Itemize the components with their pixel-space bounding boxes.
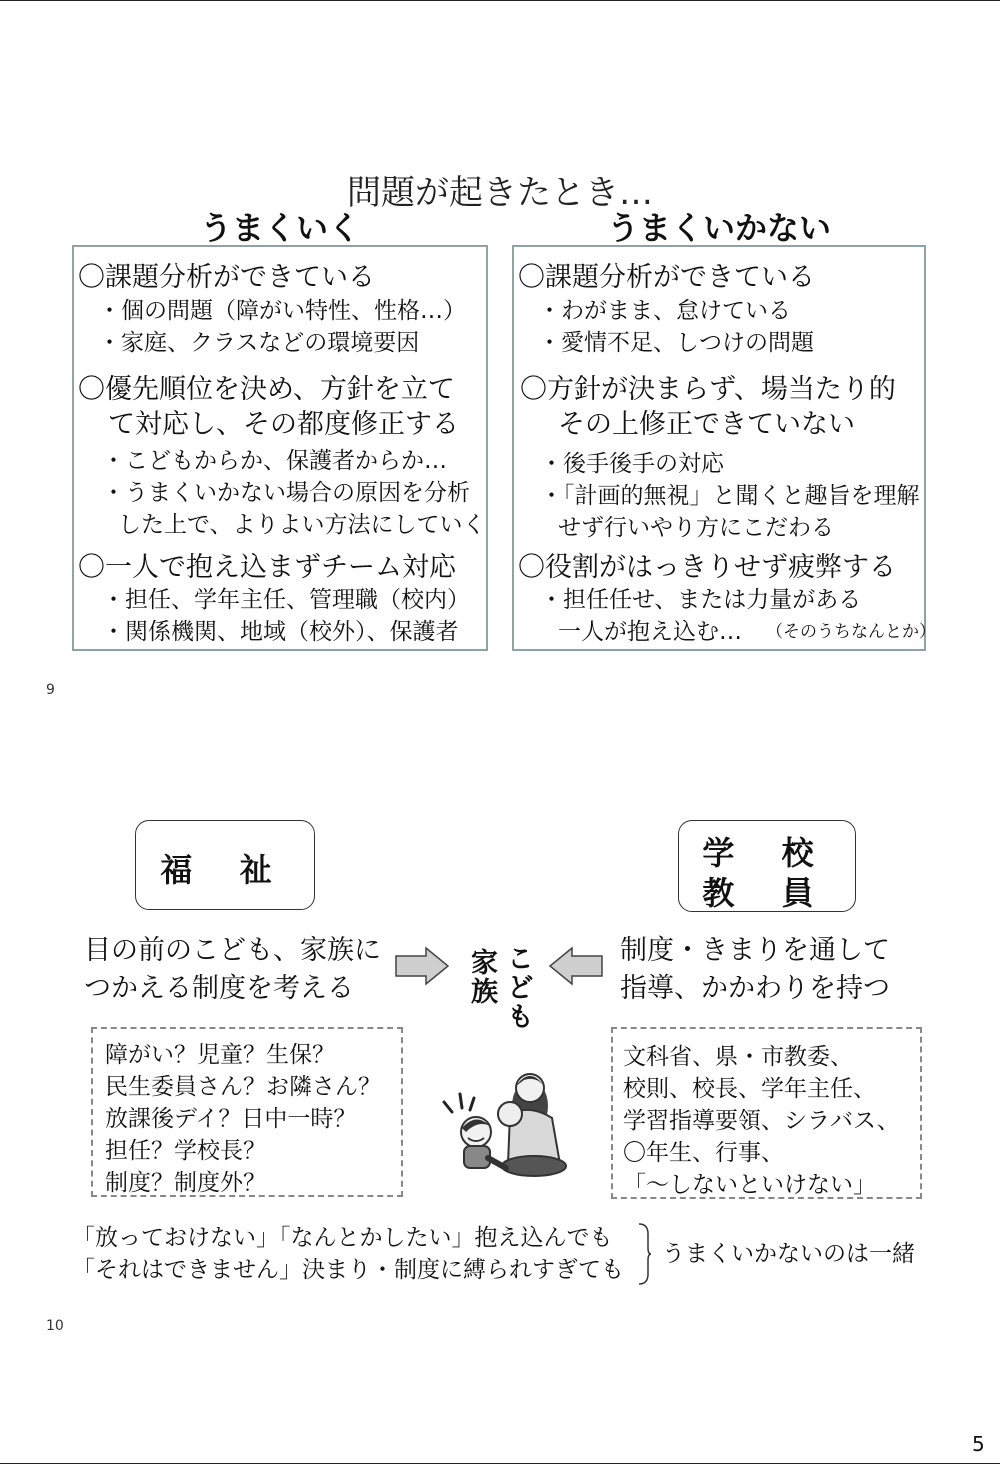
box-line: した上で、よりよい方法にしていく xyxy=(118,512,486,538)
box-line: ・担任任せ、または力量がある xyxy=(540,587,862,613)
box-line: ・愛情不足、しつけの問題 xyxy=(538,330,814,356)
box-line: ・担任、学年主任、管理職（校内） xyxy=(102,587,470,613)
rule-item: 〇年生、行事、 xyxy=(623,1140,784,1166)
question-item: 担任？学校長？ xyxy=(105,1138,266,1164)
box-line: て対応し、その都度修正する xyxy=(108,409,459,440)
box-line: ・後手後手の対応 xyxy=(540,451,724,477)
curly-brace-icon xyxy=(636,1222,652,1286)
school-desc-2: 指導、かかわりを持つ xyxy=(620,973,890,1004)
welfare-desc-2: つかえる制度を考える xyxy=(84,973,354,1004)
box-line: 〇課題分析ができている xyxy=(518,262,815,293)
box-note: （そのうちなんとか） xyxy=(766,622,936,642)
top-rule xyxy=(0,0,1000,1)
success-box xyxy=(72,245,488,651)
right-arrow-icon xyxy=(394,946,450,986)
rule-item: 学習指導要領、シラバス、 xyxy=(623,1108,900,1134)
rule-item: 文科省、県・市教委、 xyxy=(623,1044,853,1070)
right-heading: うまくいかない xyxy=(606,209,831,247)
left-heading: うまくいく xyxy=(199,209,360,247)
question-item: 民生委員さん？お隣さん？ xyxy=(105,1074,381,1100)
page-number-10: 10 xyxy=(46,1318,64,1334)
conclusion: うまくいかないのは一緒 xyxy=(662,1241,915,1267)
box-line: ・個の問題（障がい特性、性格…） xyxy=(98,298,466,324)
box-line: ・こどもからか、保護者からか… xyxy=(102,448,447,474)
bottom-line-1: 「放っておけない」「なんとかしたい」抱え込んでも xyxy=(72,1225,613,1251)
failure-box xyxy=(512,245,936,651)
box-line: ・家庭、クラスなどの環境要因 xyxy=(98,330,420,356)
footer-page-number: 5 xyxy=(972,1432,985,1456)
box-line: 〇方針が決まらず、場当たり的 xyxy=(520,374,896,405)
parent-child-illustration xyxy=(430,1046,570,1186)
bottom-rule xyxy=(0,1463,1000,1464)
box-line: ・「計画的無視」と聞くと趣旨を理解 xyxy=(540,483,920,509)
school-rules-box xyxy=(611,1027,922,1199)
rule-item: 「～しないといけない」 xyxy=(623,1172,876,1198)
box-line: 〇課題分析ができている xyxy=(78,262,375,293)
child-label: こども xyxy=(502,944,533,1031)
question-item: 制度？制度外？ xyxy=(105,1170,266,1196)
school-desc-1: 制度・きまりを通して xyxy=(620,935,890,966)
box-line: 一人が抱え込む… xyxy=(558,619,742,645)
box-line: ・関係機関、地域（校外）、保護者 xyxy=(102,619,459,645)
bottom-line-2: 「それはできません」決まり・制度に縛られすぎても xyxy=(72,1257,624,1283)
question-item: 障がい？児童？生保？ xyxy=(105,1042,335,1068)
box-line: ・わがまま、怠けている xyxy=(538,298,791,324)
school-label: 学 校 xyxy=(702,834,832,872)
box-line: せず行いやり方にこだわる xyxy=(558,515,834,541)
welfare-label: 福 祉 xyxy=(160,851,290,889)
welfare-desc-1: 目の前のこども、家族に xyxy=(84,935,381,966)
teacher-label: 教 員 xyxy=(702,874,832,912)
left-arrow-icon xyxy=(548,946,604,986)
box-line: 〇優先順位を決め、方針を立て xyxy=(78,374,455,405)
question-item: 放課後デイ？日中一時？ xyxy=(105,1106,357,1132)
box-line: 〇役割がはっきりせず疲弊する xyxy=(518,552,896,583)
rule-item: 校則、校長、学年主任、 xyxy=(623,1076,876,1102)
family-label: 家族 xyxy=(466,948,497,1006)
slide9-title: 問題が起きたとき… xyxy=(347,173,653,213)
box-line: ・うまくいかない場合の原因を分析 xyxy=(102,480,470,506)
box-line: その上修正できていない xyxy=(558,409,855,440)
box-line: 〇一人で抱え込まずチーム対応 xyxy=(78,552,456,583)
welfare-questions-box xyxy=(91,1027,403,1197)
page-number-9: 9 xyxy=(46,682,55,698)
